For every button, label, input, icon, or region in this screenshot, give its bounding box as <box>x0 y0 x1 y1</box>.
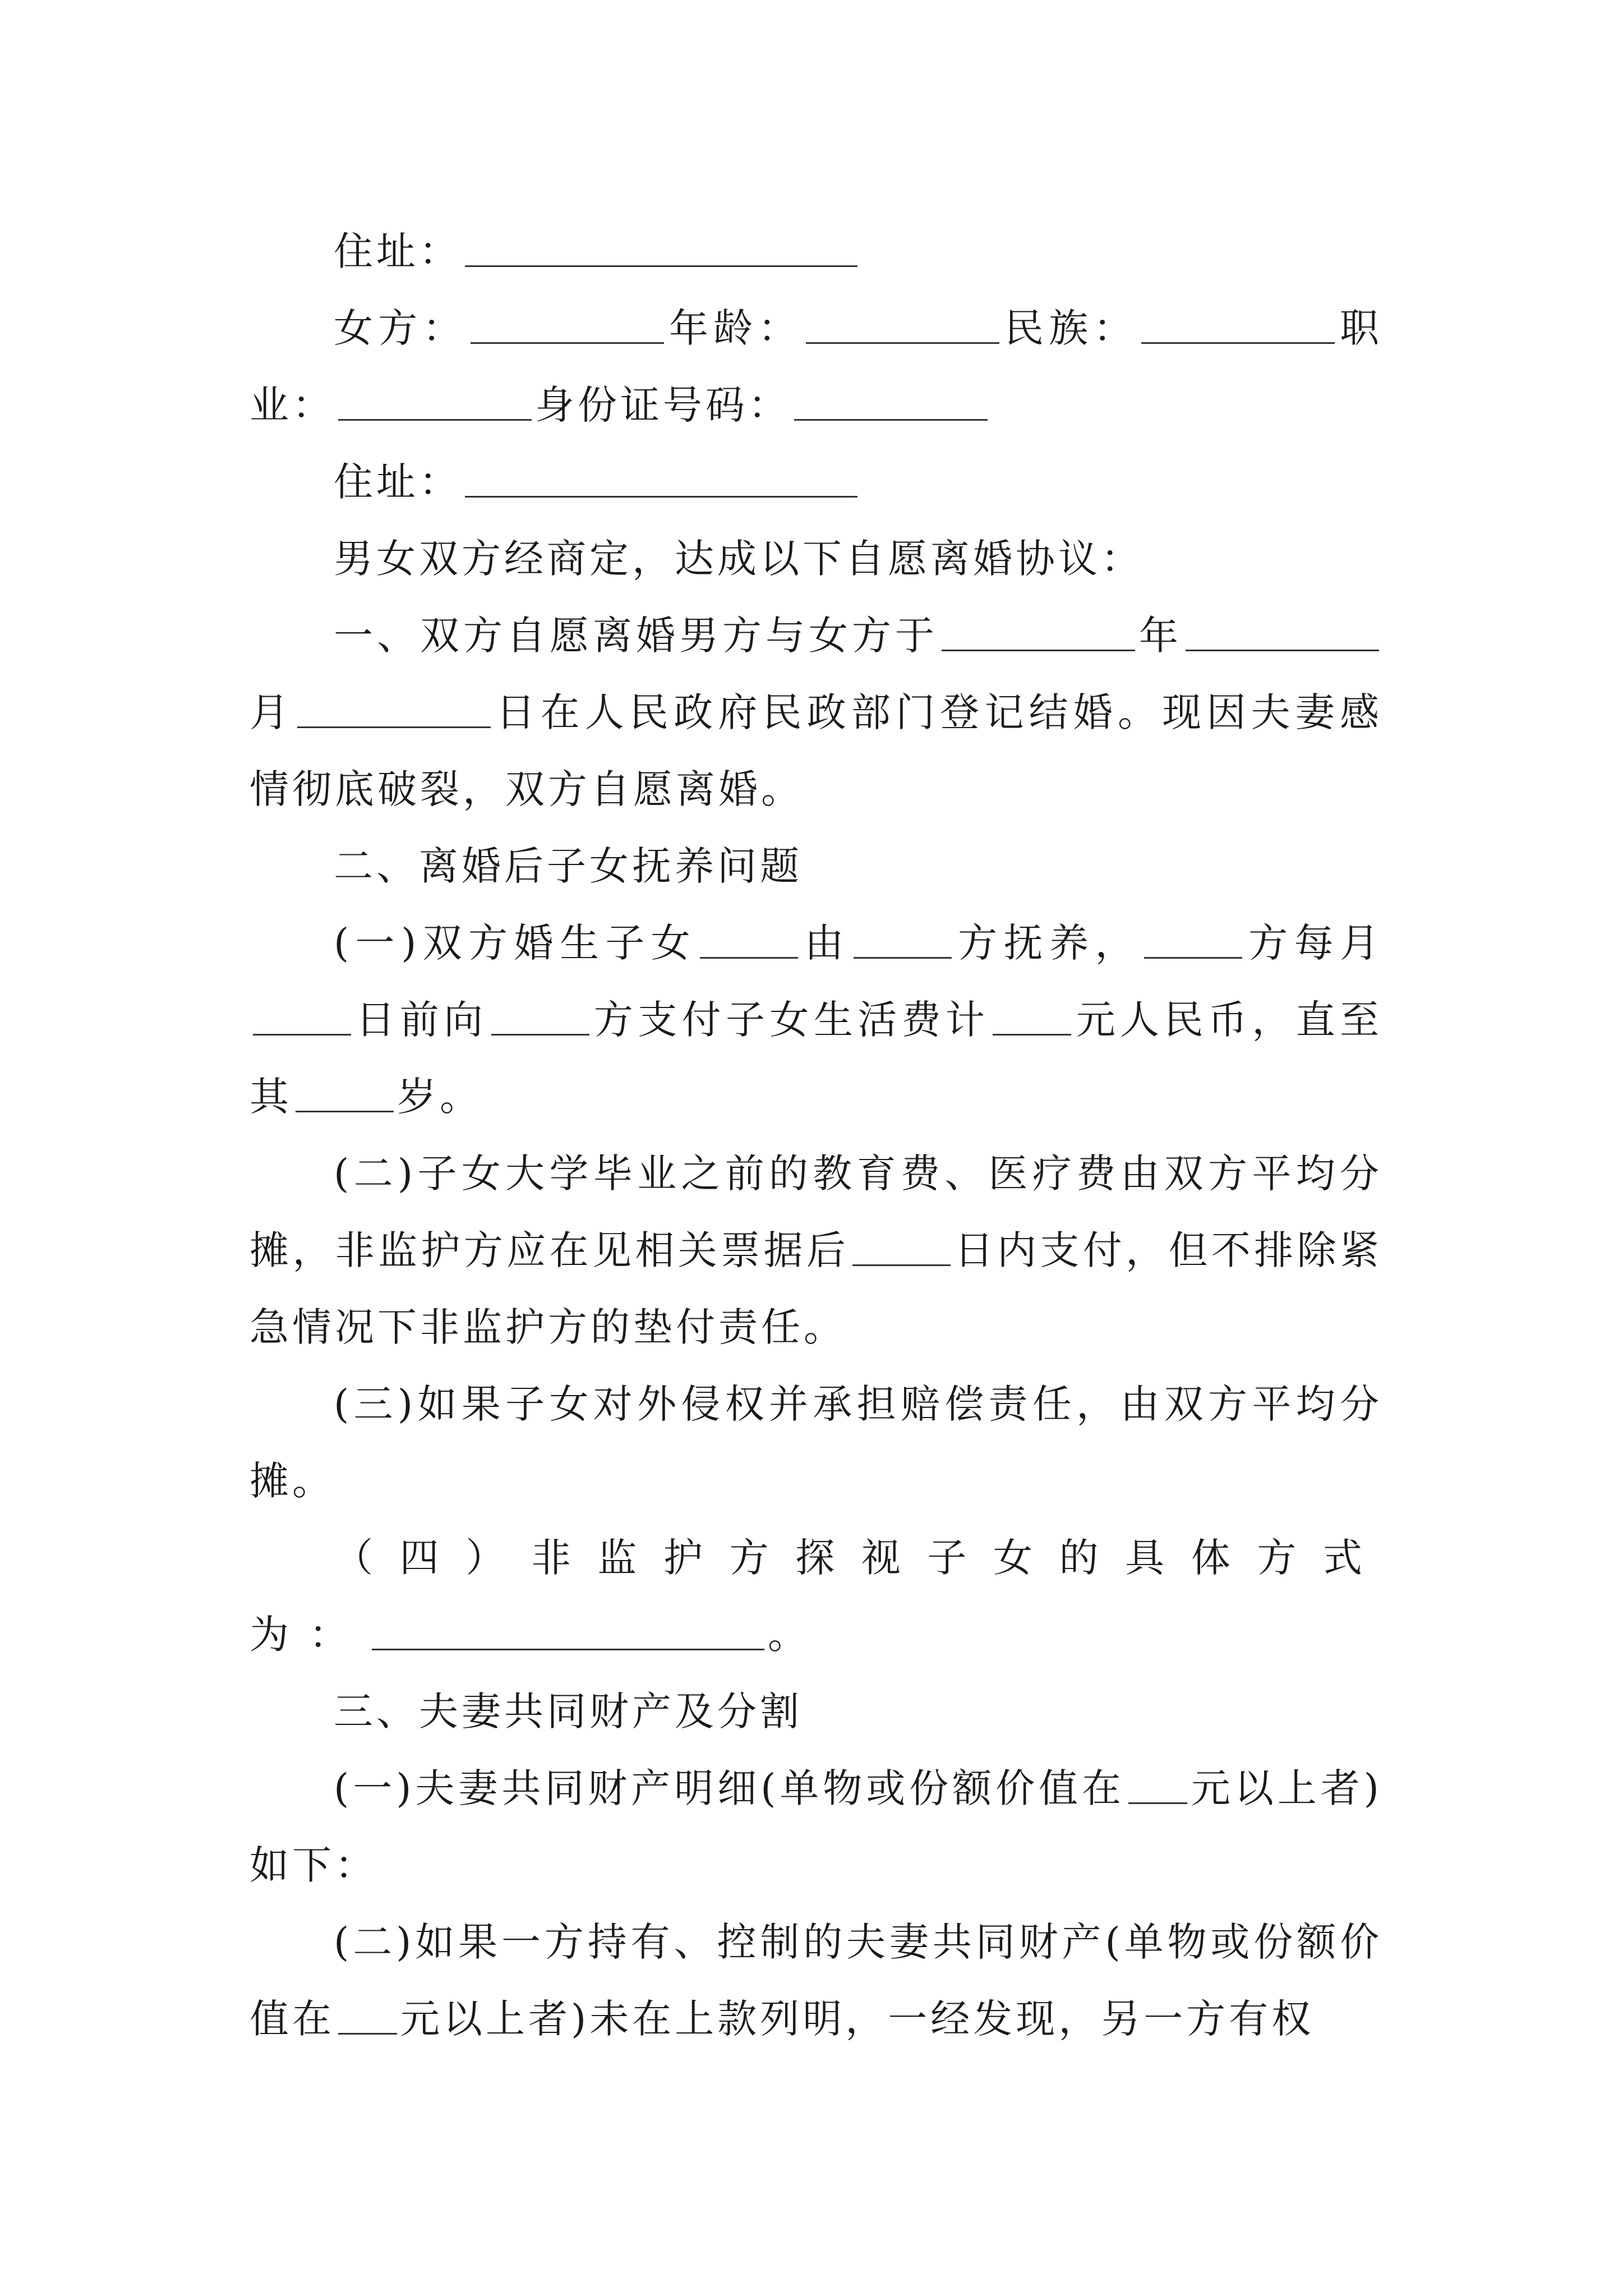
section-1-text: 一、双方自愿离婚男方与女方于 <box>334 613 938 659</box>
female-address-line <box>250 444 1382 521</box>
text: (二)子女大学毕业之前的教育费、医疗费由双方平均分摊，非监护方应在见相关票据后 <box>250 1151 1382 1273</box>
text: 方支付子女生活费计 <box>592 997 990 1043</box>
occupation-blank[interactable] <box>338 388 532 421</box>
section-1-text-2: 日在人民政府民政部门登记结婚。现因夫妻感情彻底破裂，双方自愿离婚。 <box>250 689 1383 812</box>
visitation-blank[interactable] <box>372 1617 764 1650</box>
id-number-blank[interactable] <box>794 388 988 421</box>
days-blank[interactable] <box>852 1233 951 1266</box>
address-blank[interactable] <box>465 234 857 267</box>
child-blank[interactable] <box>700 926 798 959</box>
female-name-blank[interactable] <box>471 311 664 344</box>
text: 元以上者)如下： <box>250 1765 1382 1888</box>
section-1-paragraph <box>250 597 1382 828</box>
age-label: 年龄： <box>667 305 803 351</box>
section-3-heading: 三、夫妻共同财产及分割 <box>334 1688 803 1734</box>
amount-blank[interactable] <box>993 1002 1071 1036</box>
occupation-label: 职业： <box>250 305 1382 428</box>
section-2-3-paragraph: (三)如果子女对外侵权并承担赔偿责任，由双方平均分摊。 <box>250 1381 1382 1504</box>
intro-paragraph: 男女双方经商定，达成以下自愿离婚协议： <box>334 536 1144 582</box>
year-label: 年 <box>1138 613 1182 659</box>
age-limit-blank[interactable] <box>296 1079 394 1112</box>
day-blank[interactable] <box>297 695 491 728</box>
text: 日内支付，但不排除紧急情况下非监护方的垫付责任。 <box>250 1227 1382 1350</box>
value-blank[interactable] <box>338 2001 397 2035</box>
month-blank[interactable] <box>1186 618 1379 651</box>
age-blank[interactable] <box>806 311 999 344</box>
section-2-1-paragraph <box>250 905 1382 1135</box>
text: (一)夫妻共同财产明细(单物或份额价值在 <box>334 1765 1125 1811</box>
text: 日前向 <box>354 997 488 1043</box>
id-label: 身份证号码： <box>535 382 791 428</box>
text: （四）非监护方探视子女的具体方式为： <box>250 1535 1382 1658</box>
month-label: 月 <box>250 689 294 735</box>
address-blank[interactable] <box>465 464 857 498</box>
text: 方每月 <box>1245 920 1383 966</box>
text: (一)双方婚生子女 <box>334 920 697 966</box>
section-3-1-paragraph <box>250 1750 1382 1904</box>
payer-blank[interactable] <box>1144 926 1242 959</box>
section-2-4-paragraph <box>250 1520 1382 1673</box>
custodian-blank[interactable] <box>854 926 952 959</box>
text: 。 <box>768 1612 827 1658</box>
section-3-2-paragraph <box>250 1904 1382 2058</box>
female-info-line <box>250 290 1382 444</box>
ethnicity-label: 民族： <box>1002 305 1138 351</box>
text: 方抚养， <box>955 920 1141 966</box>
male-address-line <box>250 213 1382 290</box>
pay-day-blank[interactable] <box>253 1002 351 1036</box>
section-2-2-paragraph <box>250 1135 1382 1366</box>
value-blank[interactable] <box>1128 1771 1187 1804</box>
address-label: 住址： <box>334 228 462 274</box>
agreement-body <box>250 213 1382 2058</box>
year-blank[interactable] <box>942 618 1135 651</box>
female-label: 女方： <box>334 305 467 351</box>
text: 元以上者)未在上款列明，一经发现，另一方有权 <box>400 1996 1315 2042</box>
text: 岁。 <box>397 1074 482 1120</box>
ethnicity-blank[interactable] <box>1141 311 1335 344</box>
payee-blank[interactable] <box>491 1002 589 1036</box>
section-2-heading: 二、离婚后子女抚养问题 <box>334 843 803 889</box>
text: 由 <box>801 920 850 966</box>
text: (二)如果一方持有、控制的夫妻共同财产(单物或份额价值在 <box>250 1919 1382 2042</box>
address-label: 住址： <box>334 459 462 505</box>
text: 元人民币，直至其 <box>250 997 1383 1120</box>
